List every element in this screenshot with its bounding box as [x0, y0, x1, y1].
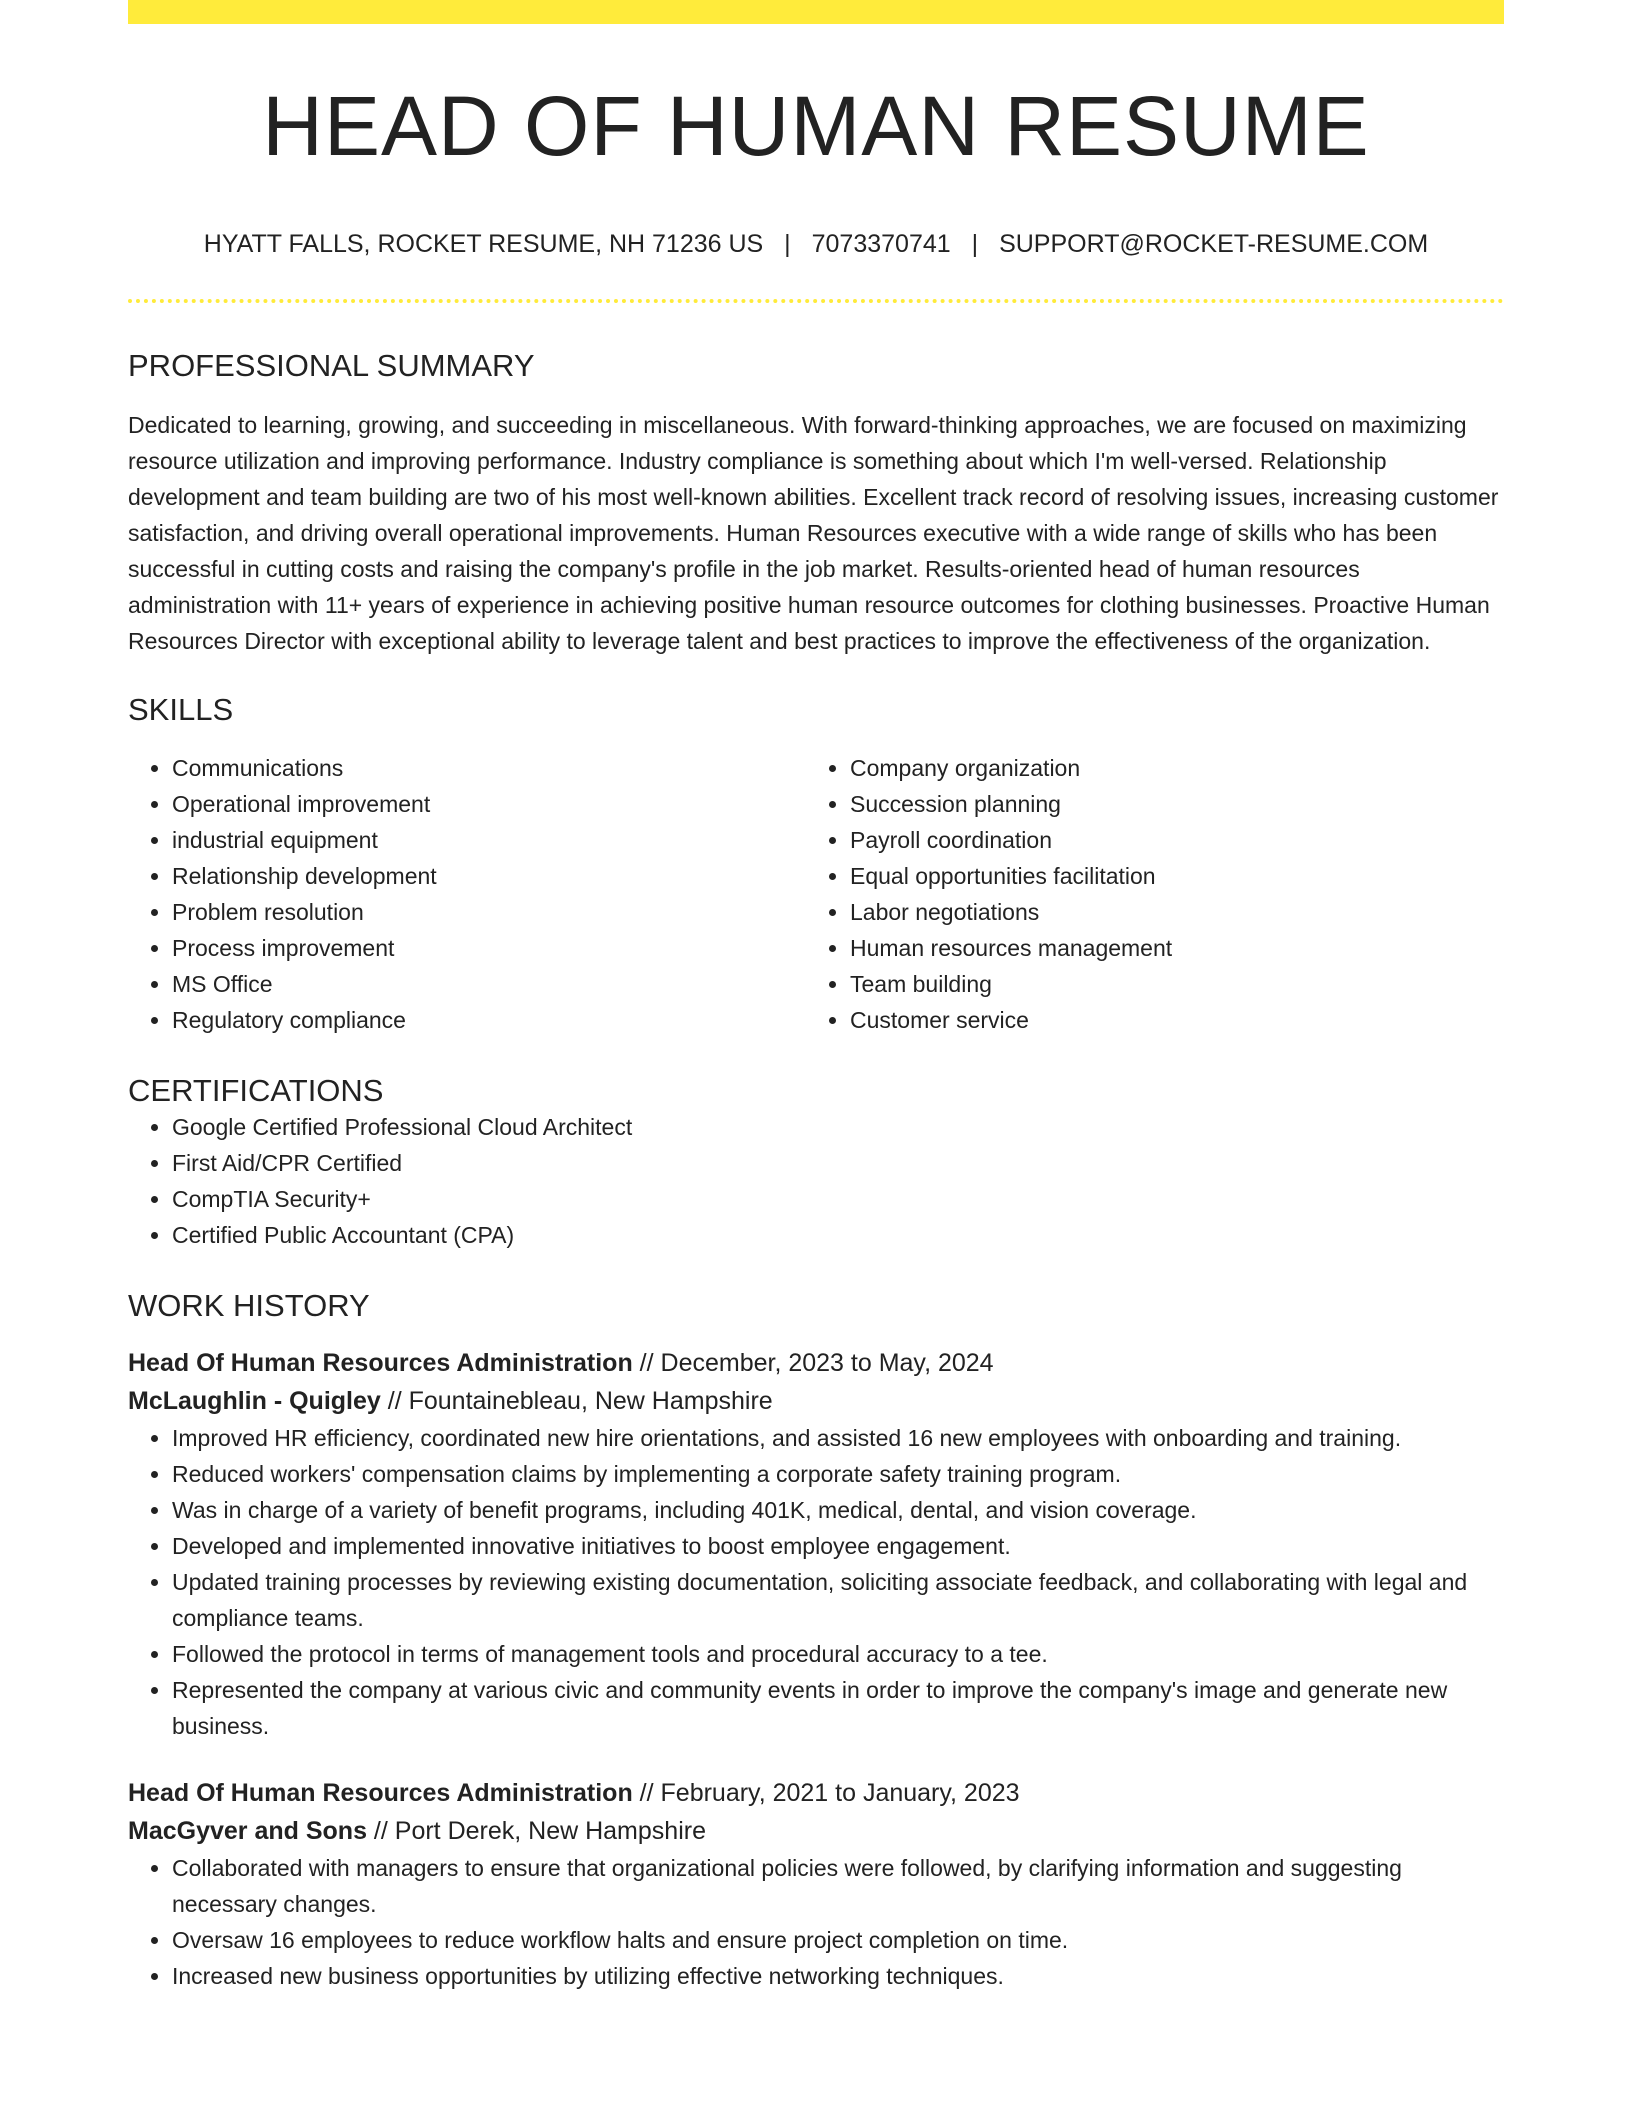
job-bullet: • Represented the company at various civic and community events in order to improve the company's image and generate new business. [172, 1672, 1504, 1744]
skill-item: • industrial equipment [172, 822, 806, 858]
job-bullet: • Was in charge of a variety of benefit programs, including 401K, medical, dental, and vision coverage. [172, 1492, 1504, 1528]
job-bullet: • Reduced workers' compensation claims by implementing a corporate safety training program. [172, 1456, 1504, 1492]
skill-item: • Team building [850, 966, 1484, 1002]
summary-text: Dedicated to learning, growing, and succeeding in miscellaneous. With forward-thinking approaches, we are focused on maximizing resource utilization and improving performance. Industry compliance is something about which I'm well-versed. Relationship development and team building are two of his most well-known abilities. Excellent track record of resolving issues, increasing customer satisfaction, and driving overall operational improvements. Human Resources executive with a wide range of skills who has been successful in cutting costs and raising the company's profile in the job market. Results-oriented head of human resources administration with 11+ years of experience in achieving positive human resource outcomes for clothing businesses. Proactive Human Resources Director with exceptional ability to leverage talent and best practices to improve the effectiveness of the organization. [128, 411, 1499, 654]
skill-item: • Payroll coordination [850, 822, 1484, 858]
skill-item: • Equal opportunities facilitation [850, 858, 1484, 894]
job-entry [128, 1774, 1504, 1994]
contact-line [128, 230, 1504, 259]
job-bullet: • Increased new business opportunities by utilizing effective networking techniques. [172, 1958, 1504, 1994]
contact-phone: 7073370741 [811, 230, 951, 259]
job-bullet: • Developed and implemented innovative initiatives to boost employee engagement. [172, 1528, 1504, 1564]
skill-item: • Process improvement [172, 930, 806, 966]
skill-item: • MS Office [172, 966, 806, 1002]
dotted-divider [128, 299, 1504, 303]
certification-item: • Certified Public Accountant (CPA) [172, 1217, 1504, 1253]
skill-item: • Communications [172, 750, 806, 786]
certification-item: • Google Certified Professional Cloud Architect [172, 1109, 1504, 1145]
skills-column-right [806, 750, 1484, 1038]
contact-address: HYATT FALLS, ROCKET RESUME, NH 71236 US [203, 230, 764, 259]
job-bullet: • Updated training processes by reviewing existing documentation, soliciting associate feedback, and collaborating with legal and compliance teams. [172, 1564, 1504, 1636]
skill-item: • Problem resolution [172, 894, 806, 930]
contact-separator: | [784, 230, 791, 259]
contact-email: SUPPORT@ROCKET-RESUME.COM [999, 230, 1429, 259]
job-company-line [128, 1812, 1504, 1850]
job-bullet: • Improved HR efficiency, coordinated new hire orientations, and assisted 16 new employees with onboarding and training. [172, 1420, 1504, 1456]
job-dates: // February, 2021 to January, 2023 [632, 1779, 1020, 1808]
job-company: McLaughlin - Quigley [128, 1387, 381, 1416]
skill-item: • Company organization [850, 750, 1484, 786]
job-dates: // December, 2023 to May, 2024 [632, 1349, 994, 1378]
job-bullet: • Followed the protocol in terms of management tools and procedural accuracy to a tee. [172, 1636, 1504, 1672]
job-bullets [128, 1420, 1504, 1744]
certifications-list [128, 1109, 1504, 1253]
skill-item: • Relationship development [172, 858, 806, 894]
summary-heading: PROFESSIONAL SUMMARY [128, 348, 535, 384]
skills-list-right [806, 750, 1484, 1038]
resume-page [128, 0, 1504, 1994]
skills-heading: SKILLS [128, 691, 234, 727]
job-role: Head Of Human Resources Administration [128, 1349, 633, 1378]
job-title-line [128, 1344, 1504, 1382]
certification-item: • CompTIA Security+ [172, 1181, 1504, 1217]
job-company-line [128, 1382, 1504, 1420]
skill-item: • Labor negotiations [850, 894, 1484, 930]
work-history-heading: WORK HISTORY [128, 1287, 370, 1323]
job-bullets [128, 1850, 1504, 1994]
job-entry [128, 1344, 1504, 1744]
skill-item: • Human resources management [850, 930, 1484, 966]
certifications-heading: CERTIFICATIONS [128, 1072, 384, 1108]
resume-name: HEAD OF HUMAN RESUME [262, 79, 1370, 173]
skill-item: • Succession planning [850, 786, 1484, 822]
job-bullet: • Collaborated with managers to ensure that organizational policies were followed, by clarifying information and suggesting necessary changes. [172, 1850, 1504, 1922]
skills-grid [128, 750, 1504, 1038]
job-role: Head Of Human Resources Administration [128, 1779, 633, 1808]
skill-item: • Customer service [850, 1002, 1484, 1038]
contact-separator: | [971, 230, 979, 259]
skill-item: • Regulatory compliance [172, 1002, 806, 1038]
job-location: // Fountainebleau, New Hampshire [380, 1387, 773, 1416]
skills-list-left [128, 750, 806, 1038]
job-title-line [128, 1774, 1504, 1812]
skills-column-left [128, 750, 806, 1038]
job-location: // Port Derek, New Hampshire [366, 1817, 706, 1846]
job-bullet: • Oversaw 16 employees to reduce workflow halts and ensure project completion on time. [172, 1922, 1504, 1958]
certification-item: • First Aid/CPR Certified [172, 1145, 1504, 1181]
top-accent-bar [128, 0, 1504, 24]
job-company: MacGyver and Sons [128, 1817, 367, 1846]
skill-item: • Operational improvement [172, 786, 806, 822]
